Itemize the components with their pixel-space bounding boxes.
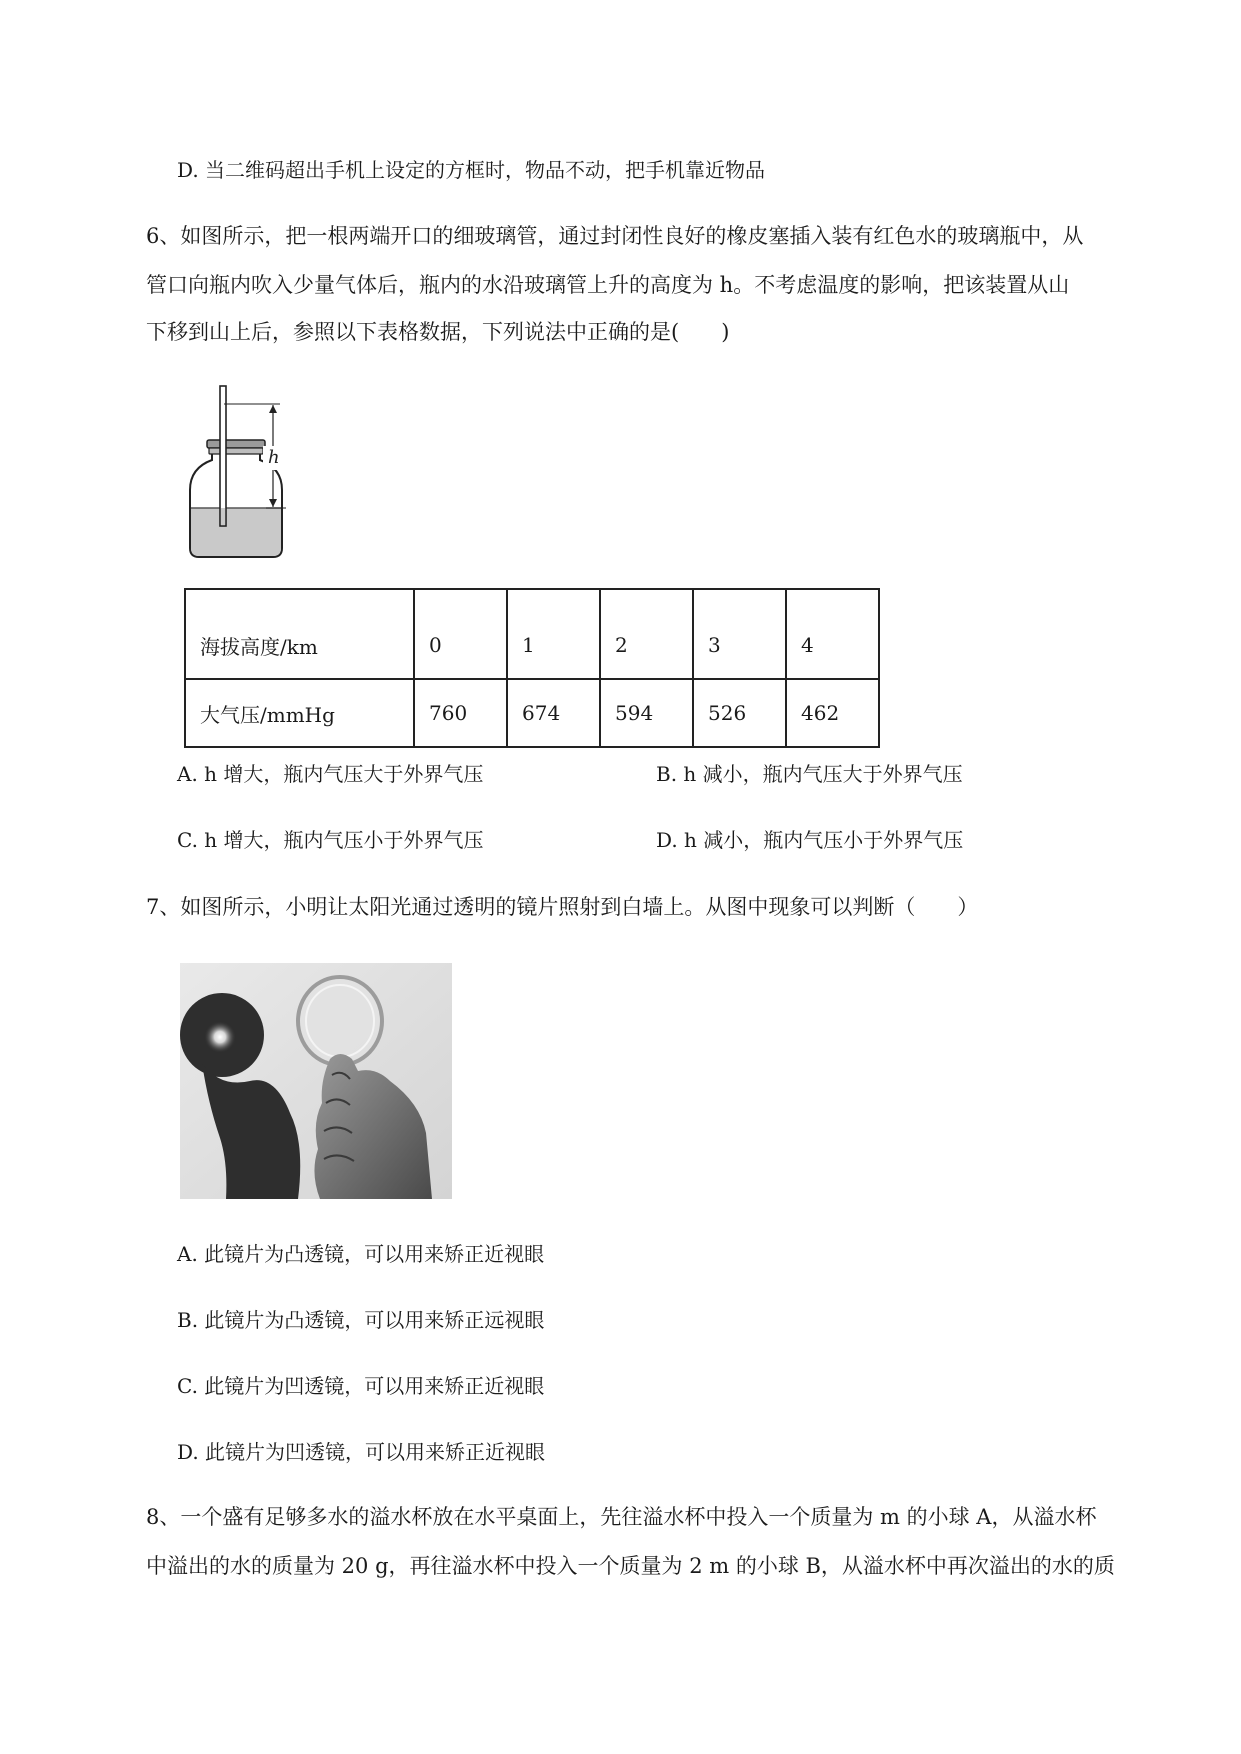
table-cell: 2	[600, 589, 693, 679]
table-cell: 594	[600, 679, 693, 747]
q8-stem-line-2: 中溢出的水的质量为 20 g，再往溢水杯中投入一个质量为 2 m 的小球 B，从溢水杯中再次溢出的水的质	[146, 1554, 1115, 1578]
table-row	[185, 679, 879, 747]
table-cell: 0	[414, 589, 507, 679]
q6-option-b: B. h 减小，瓶内气压大于外界气压	[656, 762, 963, 786]
q7-lens-photo	[180, 963, 452, 1199]
q6-bottle-figure	[180, 380, 300, 565]
table-row-header: 海拔高度/km	[185, 589, 414, 679]
table-row-header: 大气压/mmHg	[185, 679, 414, 747]
q7-option-a: A. 此镜片为凸透镜，可以用来矫正近视眼	[177, 1242, 545, 1266]
q6-stem-line-3: 下移到山上后，参照以下表格数据，下列说法中正确的是( )	[146, 320, 730, 344]
q7-option-d: D. 此镜片为凹透镜，可以用来矫正近视眼	[177, 1440, 546, 1464]
table-cell: 3	[693, 589, 786, 679]
table-row	[185, 589, 879, 679]
table-cell: 4	[786, 589, 879, 679]
q6-option-d: D. h 减小，瓶内气压小于外界气压	[656, 828, 964, 852]
q8-stem-line-1: 8、一个盛有足够多水的溢水杯放在水平桌面上，先往溢水杯中投入一个质量为 m 的小球 A，从溢水杯	[146, 1505, 1097, 1529]
q7-option-b: B. 此镜片为凸透镜，可以用来矫正远视眼	[177, 1308, 545, 1332]
q6-stem-line-2: 管口向瓶内吹入少量气体后，瓶内的水沿玻璃管上升的高度为 h。不考虑温度的影响，把该装置从山	[146, 273, 1070, 297]
q6-figure-h-label: h	[268, 447, 280, 468]
table-cell: 1	[507, 589, 600, 679]
q6-stem-line-1: 6、如图所示，把一根两端开口的细玻璃管，通过封闭性良好的橡皮塞插入装有红色水的玻璃瓶中，从	[146, 224, 1084, 248]
table-cell: 674	[507, 679, 600, 747]
q7-option-c: C. 此镜片为凹透镜，可以用来矫正近视眼	[177, 1374, 545, 1398]
q6-option-a: A. h 增大，瓶内气压大于外界气压	[177, 762, 484, 786]
table-cell: 760	[414, 679, 507, 747]
q6-altitude-pressure-table	[184, 588, 880, 748]
q6-option-c: C. h 增大，瓶内气压小于外界气压	[177, 828, 484, 852]
q5-option-d: D. 当二维码超出手机上设定的方框时，物品不动，把手机靠近物品	[177, 158, 766, 182]
q7-stem: 7、如图所示，小明让太阳光通过透明的镜片照射到白墙上。从图中现象可以判断（ ）	[146, 895, 979, 919]
table-cell: 526	[693, 679, 786, 747]
table-cell: 462	[786, 679, 879, 747]
